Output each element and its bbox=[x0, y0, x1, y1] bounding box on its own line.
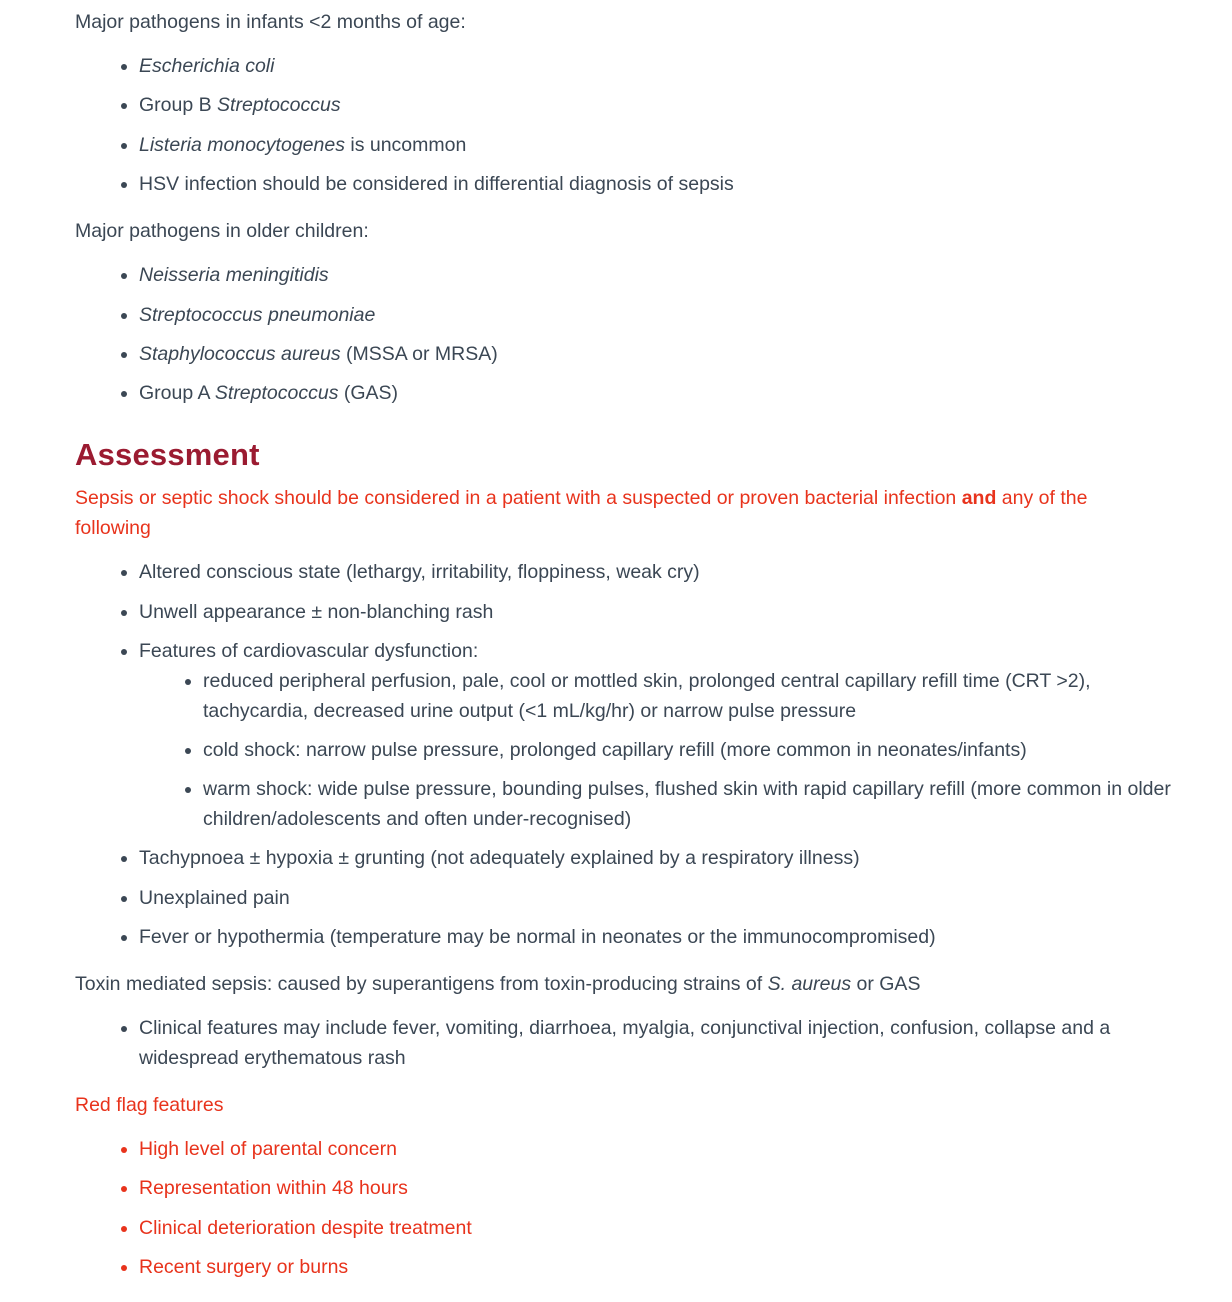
list-item: Unwell appearance ± non-blanching rash bbox=[139, 597, 1200, 627]
red-flags-heading: Red flag features bbox=[75, 1093, 224, 1116]
list-item: Escherichia coli bbox=[139, 51, 1200, 81]
page-content bbox=[75, 0, 1200, 1282]
toxin-sepsis-list bbox=[75, 1013, 1200, 1073]
list-item: Group A Streptococcus (GAS) bbox=[139, 378, 1200, 408]
assessment-criteria-list bbox=[75, 557, 1200, 952]
list-item: Clinical features may include fever, vomiting, diarrhoea, myalgia, conjunctival injection, confusion, collapse and a widespread erythematous rash bbox=[139, 1013, 1200, 1073]
assessment-intro: Sepsis or septic shock should be considered in a patient with a suspected or proven bacterial infection and any of the following bbox=[75, 487, 1088, 540]
sublist-item: cold shock: narrow pulse pressure, prolonged capillary refill (more common in neonates/infants) bbox=[203, 735, 1200, 765]
list-item: Neisseria meningitidis bbox=[139, 260, 1200, 290]
list-item: High level of parental concern bbox=[139, 1134, 1200, 1164]
older-pathogens-list bbox=[75, 260, 1200, 408]
toxin-sepsis-text: Toxin mediated sepsis: caused by superantigens from toxin-producing strains of S. aureus or GAS bbox=[75, 972, 921, 995]
sublist-item: warm shock: wide pulse pressure, bounding pulses, flushed skin with rapid capillary refill (more common in older children/adolescents and often under-recognised) bbox=[203, 774, 1200, 834]
sublist-item: reduced peripheral perfusion, pale, cool or mottled skin, prolonged central capillary refill time (CRT >2), tachycardia, decreased urine output (<1 mL/kg/hr) or narrow pulse pressure bbox=[203, 666, 1200, 726]
assessment-heading: Assessment bbox=[75, 437, 260, 473]
list-item: Staphylococcus aureus (MSSA or MRSA) bbox=[139, 339, 1200, 369]
list-item: Clinical deterioration despite treatment bbox=[139, 1213, 1200, 1243]
list-item: Representation within 48 hours bbox=[139, 1173, 1200, 1203]
list-item: Tachypnoea ± hypoxia ± grunting (not adequately explained by a respiratory illness) bbox=[139, 843, 1200, 873]
infants-pathogens-heading: Major pathogens in infants <2 months of age: bbox=[75, 11, 466, 33]
list-item: Listeria monocytogenes is uncommon bbox=[139, 130, 1200, 160]
list-item: Group B Streptococcus bbox=[139, 90, 1200, 120]
list-item: Unexplained pain bbox=[139, 883, 1200, 913]
list-item: Fever or hypothermia (temperature may be normal in neonates or the immunocompromised) bbox=[139, 922, 1200, 952]
older-pathogens-heading: Major pathogens in older children: bbox=[75, 220, 369, 243]
list-item: Streptococcus pneumoniae bbox=[139, 300, 1200, 330]
list-item: HSV infection should be considered in differential diagnosis of sepsis bbox=[139, 169, 1200, 199]
list-item-cardiovascular: Features of cardiovascular dysfunction: reduced peripheral perfusion, pale, cool or mottled skin, prolonged central capillary refill time (CRT >2), tachycardia, decreased urine output (<1 mL/kg/hr) or narrow pulse pressure cold shock: narrow pulse pressure, prolonged capillary refill (more common in neonates/infants) warm shock: wide pulse pressure, bounding pulses, flushed skin with rapid capillary refill (more common in older children/adolescents and often under-recognised) bbox=[139, 636, 1200, 834]
cardiovascular-sublist bbox=[139, 666, 1200, 834]
list-item: Altered conscious state (lethargy, irritability, floppiness, weak cry) bbox=[139, 557, 1200, 587]
infants-pathogens-list bbox=[75, 51, 1200, 199]
list-item: Recent surgery or burns bbox=[139, 1252, 1200, 1282]
red-flags-list bbox=[75, 1134, 1200, 1282]
